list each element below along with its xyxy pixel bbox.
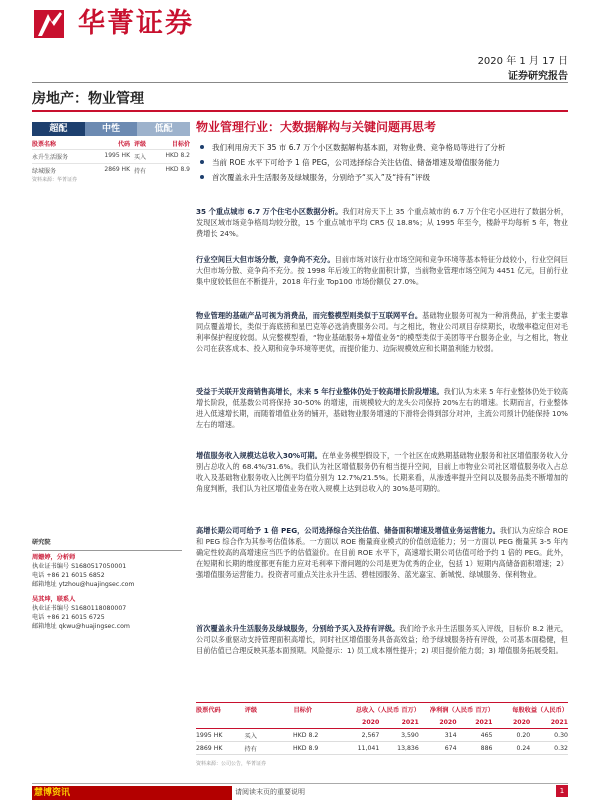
col-target: 目标价 bbox=[171, 141, 190, 148]
cell: 持有 bbox=[134, 168, 147, 175]
cell: 3,590 bbox=[401, 731, 419, 739]
analyst-contacts bbox=[32, 538, 182, 631]
year-label: 2021 bbox=[475, 718, 493, 726]
paragraph bbox=[196, 310, 568, 354]
paragraph-lead: 高增长期公司可给予 1 倍 PEG，公司选择综合关注估值、储备面积增速及增值业务运营能力。 bbox=[196, 526, 500, 535]
page-number: 1 bbox=[556, 785, 568, 797]
year-label: 2021 bbox=[550, 718, 568, 726]
logo-text: 华菁证券 bbox=[78, 8, 194, 39]
cell: 永升生活服务 bbox=[32, 154, 69, 161]
footer-divider bbox=[32, 783, 568, 784]
cell: 674 bbox=[444, 744, 457, 752]
analyst-email[interactable]: 邮箱地址 ytzhou@huajingsec.com bbox=[32, 581, 135, 588]
paragraph-lead: 受益于关联开发商销售高增长，未来 5 年行业整体仍处于较高增长阶段增速。 bbox=[196, 387, 444, 396]
report-date: 2020 年 1 月 17 日 bbox=[477, 56, 568, 67]
col-net-profit: 净利润（人民币 百万） bbox=[429, 707, 494, 714]
paragraph-text: 我们认为应综合 ROE 和 PEG 综合作为其参考估值体系。一方面以 ROE 衡量商业模式的价值创造能力；另一方面以 PEG 衡量其 3-5 年内确定性较高的高增速应当匹予的估值溢价。在目前 ROE 水平下，高速增长期公司估值可给予约 1 倍的 PEG。此外，在短期和长期的维度都更有能力应对毛利率下滑问题的公司是更为优秀的企业，包括 1）短期内高储备面积增速；2）强增值服务运营能力。投资者可重点关注永升生活、碧桂园服务、蓝光嘉宝、新城悦、绿城服务、保利物业。 bbox=[196, 526, 569, 579]
analyst-license: 执业证书编号 S1680118080007 bbox=[32, 605, 127, 612]
footer-disclaimer[interactable]: 请阅读末页的重要说明 bbox=[235, 788, 305, 796]
divider bbox=[32, 550, 182, 551]
cell: 0.30 bbox=[554, 731, 568, 739]
paragraph-text: 在单业务模型假设下，一个社区在成熟期基础物业服务和社区增值服务收入分别占总收入的 68.4%/31.6%。我们认为社区增值服务仍有相当提升空间，目前上市物业公司社区增值服务收入占总收入及基础物业服务收入比例平均值分别为 12.7%/21.5%。长期来看，从渗透率提升空间以及服务品类不断增加的角度判断，我们认为社区增值业务在收入规模上达到总收入的 30%是可期的。 bbox=[196, 451, 568, 493]
paragraph bbox=[196, 525, 568, 580]
rating-tab-underweight: 低配 bbox=[137, 122, 190, 136]
cell: 0.20 bbox=[516, 731, 531, 739]
col-stock-name: 股票名称 bbox=[32, 141, 57, 148]
logo-mark-icon bbox=[32, 8, 70, 40]
cell: 1995 HK bbox=[104, 152, 130, 159]
cell: 465 bbox=[480, 731, 493, 739]
report-type: 证券研究报告 bbox=[508, 71, 568, 82]
analyst-phone: 电话 +86 21 6015 6852 bbox=[32, 572, 105, 579]
analyst-name: 周姗婷，分析师 bbox=[32, 554, 76, 561]
paragraph-text: 基础物业服务可视为一种消费品，扩张主要靠同点覆盖增长，类似于海底捞和星巴克等必选消费服务公司。与之相比，物业公司项目存续期长，收缴率稳定但对毛利率保护程度较弱。从完整模型看，“物业基础服务+增值业务”的模型类似于美团等平台服务企业，与之相比，物业公司在获客成本、投入期和竞争环境等更优，而提价能力、边际规模效应和长期盈利能力较弱。 bbox=[196, 311, 568, 353]
table-row bbox=[196, 729, 568, 742]
financial-table-header bbox=[196, 703, 568, 716]
table-row bbox=[196, 742, 568, 755]
paragraph-text: 目前市场对该行业市场空间和竞争环境等基本特征分歧较小，行业空间巨大但市场分散、竞争尚不充分。按 1998 年后竣工的物业面积计算，当前物业管理市场空间为 4451 亿元，目前行业集中度较低但在不断提升，2018 年行业 Top100 市场份额仅 27.0%。 bbox=[196, 255, 568, 286]
paragraph bbox=[196, 254, 568, 287]
paragraph-lead: 行业空间巨大但市场分散，竞争尚不充分。 bbox=[196, 255, 335, 264]
cell: 持有 bbox=[244, 745, 257, 753]
summary-section bbox=[196, 118, 568, 187]
cell: 13,836 bbox=[397, 744, 419, 752]
sector-title: 房地产：物业管理 bbox=[32, 91, 144, 107]
col-revenue: 总收入（人民币 百万） bbox=[355, 707, 420, 714]
analyst-license: 执业证书编号 S1680517050001 bbox=[32, 563, 127, 570]
col-rating: 评级 bbox=[244, 707, 258, 714]
cell: 2869 HK bbox=[104, 166, 130, 173]
report-title: 物业管理行业：大数据解构与关键问题再思考 bbox=[196, 120, 437, 134]
cell: HKD 8.2 bbox=[293, 731, 319, 739]
analyst-heading: 研究院 bbox=[32, 539, 51, 546]
cell: 11,041 bbox=[357, 744, 380, 752]
year-label: 2020 bbox=[439, 718, 457, 726]
paragraph-text: 我们对房天下上 35 个重点城市的 6.7 万个住宅小区进行了数据分析，发现区域市场竞争格局均较分散，15 个重点城市平均 CR5 仅 18.8%；从 1995 年至今，楼龄平均每析 5 年，物业费增长 24%。 bbox=[196, 207, 569, 238]
cell: HKD 8.2 bbox=[165, 152, 190, 159]
table-row bbox=[32, 149, 190, 163]
col-code: 股票代码 bbox=[196, 707, 221, 714]
cell: 2,567 bbox=[361, 731, 380, 739]
col-target: 目标价 bbox=[293, 707, 313, 714]
col-code: 代码 bbox=[117, 141, 130, 148]
rating-source: 资料来源：华菁证券 bbox=[32, 177, 78, 183]
col-eps: 每股收益（人民币） bbox=[512, 707, 568, 714]
cell: 买入 bbox=[134, 154, 147, 161]
paragraph-lead: 35 个重点城市 6.7 万个住宅小区数据分析。 bbox=[196, 207, 343, 216]
key-points bbox=[196, 142, 568, 183]
cell: 0.32 bbox=[554, 744, 568, 752]
cell: 314 bbox=[444, 731, 457, 739]
watermark bbox=[32, 786, 232, 800]
year-label: 2020 bbox=[362, 718, 380, 726]
paragraph-lead: 物业管理的基础产品可视为消费品，而完整模型则类似于互联网平台。 bbox=[196, 311, 423, 320]
paragraph bbox=[196, 623, 568, 656]
paragraph-text: 我们给予永升生活服务买入评级，目标价 8.2 港元，公司以多重驱动支持管理面积高增长，同时社区增值服务具备高效益；给予绿城服务持有评级，公司基本面稳健，但目前估值已合理反映其基本面预期。风险提示：1) 员工成本刚性提升；2) 项目提价能力弱；3) 增值服务拓展受阻。 bbox=[196, 624, 568, 655]
cell: 1995 HK bbox=[196, 731, 223, 739]
list-item: 当前 ROE 水平下可给予 1 倍 PEG，公司选择综合关注估值、储备增速及增值服务能力 bbox=[196, 157, 568, 168]
cell: 绿城服务 bbox=[32, 168, 57, 175]
list-item: 我们利用房天下 35 市 6.7 万个小区数据解构基本面，对物业费、竞争格局等进行了分析 bbox=[196, 142, 568, 153]
year-label: 2020 bbox=[512, 718, 531, 726]
year-header-row bbox=[196, 716, 568, 729]
sector-divider bbox=[32, 110, 568, 112]
cell: HKD 8.9 bbox=[293, 744, 319, 752]
paragraph-lead: 增值服务收入规模达总收入30%可期。 bbox=[196, 451, 322, 460]
paragraph bbox=[196, 206, 568, 239]
rating-table-header bbox=[32, 138, 190, 149]
rating-tabs bbox=[32, 122, 190, 136]
list-item: 首次覆盖永升生活服务及绿城服务，分别给予“买入”及“持有”评级 bbox=[196, 172, 568, 183]
cell: 0.24 bbox=[516, 744, 531, 752]
cell: 886 bbox=[480, 744, 493, 752]
company-logo bbox=[32, 8, 222, 40]
analyst-email[interactable]: 邮箱地址 qkwu@huajingsec.com bbox=[32, 623, 130, 630]
rating-tab-neutral: 中性 bbox=[85, 122, 138, 136]
year-label: 2021 bbox=[401, 718, 419, 726]
cell: 2869 HK bbox=[196, 744, 223, 752]
paragraph bbox=[196, 450, 568, 494]
analyst-phone: 电话 +86 21 6015 6725 bbox=[32, 614, 105, 621]
rating-table bbox=[32, 138, 190, 177]
watermark-text: 慧博资讯 bbox=[34, 788, 71, 798]
cell: HKD 8.9 bbox=[165, 166, 190, 173]
financial-source: 资料来源：公司公告，华菁证券 bbox=[196, 761, 267, 767]
paragraph bbox=[196, 386, 568, 430]
paragraph-lead: 首次覆盖永升生活服务及绿城服务，分别给予买入及持有评级。 bbox=[196, 624, 400, 633]
cell: 买入 bbox=[244, 732, 257, 740]
header-divider bbox=[32, 82, 568, 83]
rating-tab-overweight: 超配 bbox=[32, 122, 85, 136]
financial-table bbox=[196, 702, 568, 767]
paragraph-text: 我们认为未来 5 年行业整体仍处于较高增长阶段，低基数公司将保持 30-50% 的增速，而规模较大的龙头公司保持 20%左右的增速。长期而言，行业整体进入低速增长期，而随着增值业务的铺开，基础物业服务增速的下滑将会得到部分对冲，主流公司预计仍能保持 10%左右的增速。 bbox=[196, 387, 568, 429]
analyst-name: 吴其坤，联系人 bbox=[32, 596, 76, 603]
table-row bbox=[32, 163, 190, 177]
col-rating: 评级 bbox=[134, 141, 147, 148]
